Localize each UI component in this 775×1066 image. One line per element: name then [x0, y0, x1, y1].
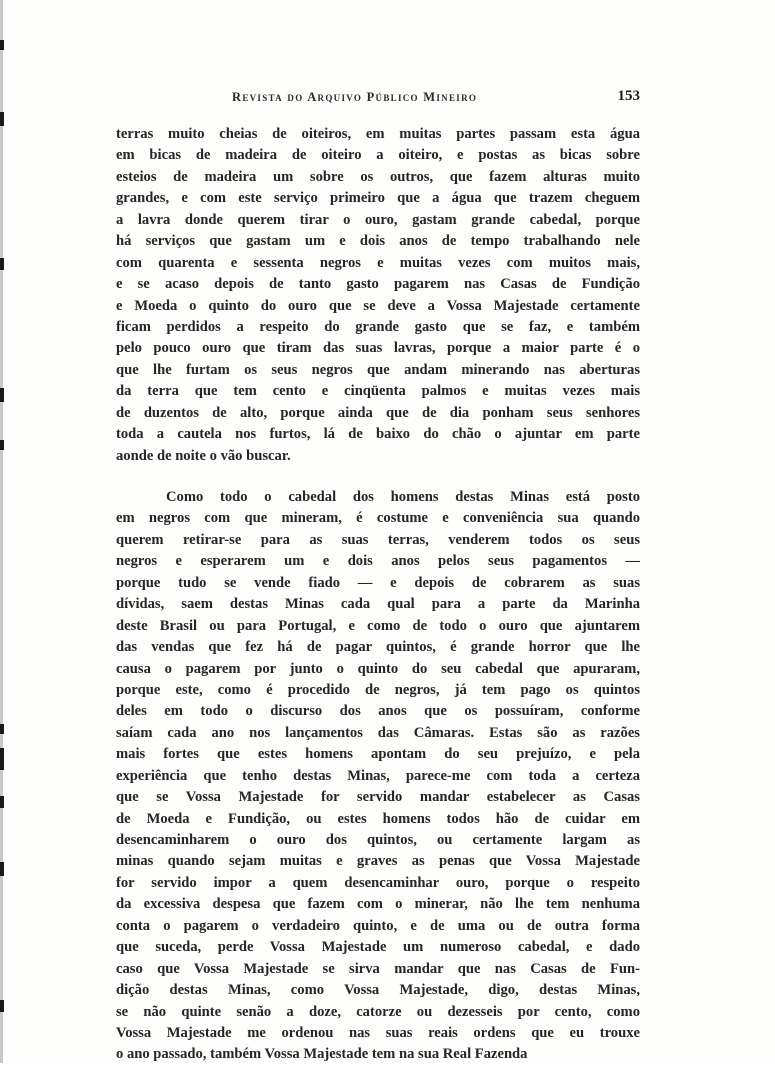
text-line: aonde de noite o vão buscar.: [116, 447, 291, 464]
text-line: porque tudo se vende fiado — e depois de cobrarem as suas: [116, 574, 640, 591]
text-line: dição destas Minas, como Vossa Majestade, digo, destas Minas,: [116, 982, 640, 999]
edge-mark: [0, 724, 4, 734]
text-line: da terra que tem cento e cinqüenta palmos e muitas vezes mais: [116, 383, 640, 400]
text-line: das vendas que fez há de pagar quintos, é grande horror que lhe: [116, 639, 640, 656]
text-line: negros e esperarem um e dois anos pelos seus pagamentos —: [116, 553, 640, 570]
text-line: porque este, como é procedido de negros, já tem pago os quintos: [116, 681, 640, 698]
text-line: há serviços que gastam um e dois anos de tempo trabalhando nele: [116, 233, 640, 250]
text-line: e se acaso depois de tanto gasto pagarem nas Casas de Fundição: [116, 276, 640, 293]
running-head: Revista do Arquivo Público Mineiro: [232, 90, 478, 104]
text-line: ficam perdidos a respeito do grande gasto que se faz, e também: [116, 318, 640, 335]
text-line: da excessiva despesa que fazem com o minerar, não lhe tem nenhuma: [116, 896, 640, 913]
text-line: se não quinte senão a doze, catorze ou dezesseis por cento, como: [116, 1003, 640, 1020]
edge-mark: [0, 40, 4, 50]
text-line: que lhe furtam os seus negros que andam minerando nas aberturas: [116, 361, 640, 378]
edge-mark: [0, 862, 4, 876]
text-line: minas quando sejam muitas e graves as penas que Vossa Majestade: [116, 853, 640, 870]
text-line: Vossa Majestade me ordenou nas suas reais ordens que eu trouxe: [116, 1024, 640, 1041]
text-line: deles em todo o discurso dos anos que os possuíram, conforme: [116, 703, 640, 720]
text-line: de duzentos de alto, porque ainda que de dia ponham seus senhores: [116, 404, 640, 421]
edge-mark: [0, 1000, 4, 1012]
text-line: que se Vossa Majestade for servido mandar estabelecer as Casas: [116, 789, 640, 806]
text-line: com quarenta e sessenta negros e muitas vezes com muitos mais,: [116, 254, 640, 271]
text-line: grandes, e com este serviço primeiro que a água que trazem cheguem: [116, 190, 640, 207]
edge-mark: [0, 748, 4, 770]
text-line: em negros com que mineram, é costume e conveniência sua quando: [116, 510, 640, 527]
text-line: a lavra donde querem tirar o ouro, gastam grande cabedal, porque: [116, 211, 640, 228]
text-line: e Moeda o quinto do ouro que se deve a Vossa Majestade certamente: [116, 297, 640, 314]
page-left-edge: [0, 0, 3, 1063]
text-line: dívidas, saem destas Minas cada qual para a parte da Marinha: [116, 596, 640, 613]
text-line: saíam cada ano nos lançamentos das Câmaras. Estas são as razões: [116, 724, 640, 741]
paragraph: [116, 124, 640, 467]
text-line: pelo pouco ouro que tiram das suas lavras, porque a maior parte é o: [116, 340, 640, 357]
page-header: [232, 90, 640, 112]
text-line: o ano passado, também Vossa Majestade tem na sua Real Fazenda: [116, 1046, 528, 1063]
text-line: que suceda, perde Vossa Majestade um numeroso cabedal, e dado: [116, 939, 640, 956]
text-line: em bicas de madeira de oiteiro a oiteiro, e postas as bicas sobre: [116, 147, 640, 164]
edge-mark: [0, 388, 4, 402]
text-line: conta o pagarem o verdadeiro quinto, e de uma ou de outra forma: [116, 917, 640, 934]
text-line: for servido impor a quem desencaminhar ouro, porque o respeito: [116, 874, 640, 891]
edge-mark: [0, 258, 4, 270]
edge-mark: [0, 796, 4, 808]
text-line: toda a cautela nos furtos, lá de baixo do chão o ajuntar em parte: [116, 426, 640, 443]
text-line: de Moeda e Fundição, ou estes homens todos hão de cuidar em: [116, 810, 640, 827]
edge-mark: [0, 112, 4, 126]
paragraph: [116, 487, 640, 1066]
text-line: esteios de madeira um sobre os outros, que fazem alturas muito: [116, 168, 640, 185]
text-line: experiência que tenho destas Minas, parece-me com toda a certeza: [116, 767, 640, 784]
text-line: caso que Vossa Majestade se sirva mandar que nas Casas de Fun-: [116, 960, 640, 977]
edge-mark: [0, 440, 4, 450]
text-line: querem retirar-se para as suas terras, venderem todos os seus: [116, 531, 640, 548]
text-line: causa o pagarem por junto o quinto do seu cabedal que apuraram,: [116, 660, 640, 677]
text-line: desencaminharem o ouro dos quintos, ou certamente largam as: [116, 832, 640, 848]
text-line: mais fortes que estes homens apontam do seu prejuízo, e pela: [116, 746, 640, 763]
page-number: 153: [617, 88, 640, 104]
body-text: [116, 124, 640, 1066]
text-line: terras muito cheias de oiteiros, em muitas partes passam esta água: [116, 126, 640, 142]
text-line: Como todo o cabedal dos homens destas Minas está posto: [166, 489, 640, 505]
text-line: deste Brasil ou para Portugal, e como de todo o ouro que ajuntarem: [116, 617, 640, 634]
